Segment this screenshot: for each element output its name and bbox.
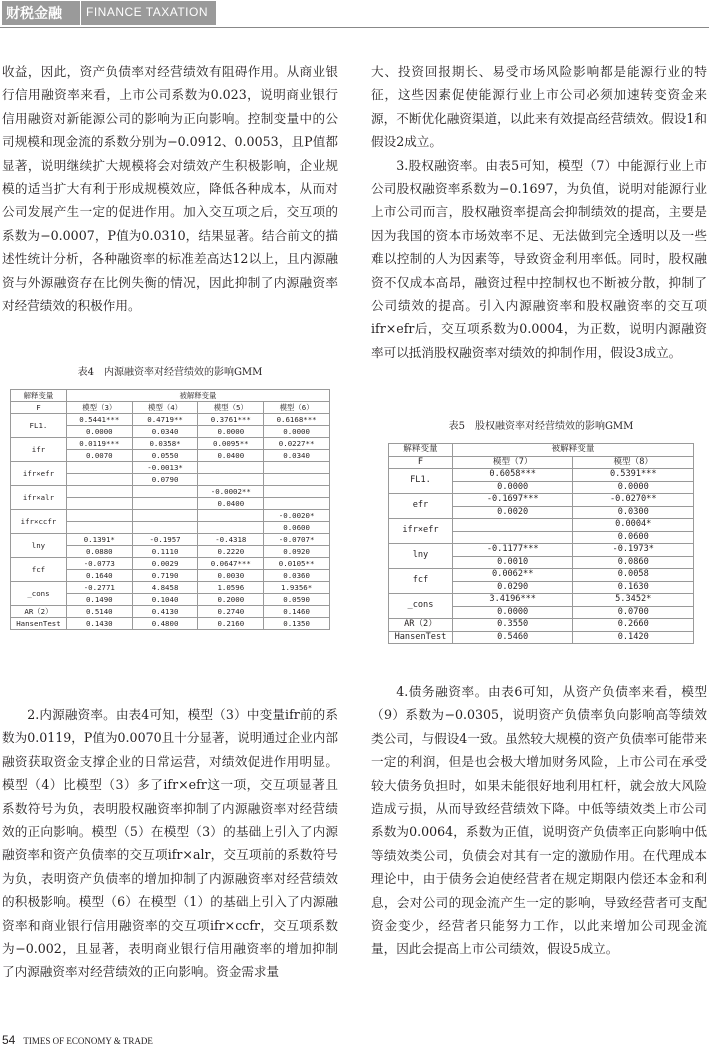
table-cell: 0.0062**: [452, 569, 573, 582]
table-cell: [198, 522, 264, 534]
table-cell: 0.0360: [264, 570, 330, 582]
table-cell: 0.0340: [264, 450, 330, 462]
table-header-row: [389, 456, 694, 469]
table5: [388, 443, 694, 644]
row-label: _cons: [389, 594, 453, 619]
table-row: [389, 569, 694, 582]
header-cell: 模型（7）: [452, 456, 573, 469]
header-cell: 模型（4）: [132, 402, 198, 414]
table-cell: 0.0290: [452, 581, 573, 594]
table-cell: 1.0596: [198, 582, 264, 594]
table-cell: [66, 522, 132, 534]
left-column-bottom: [2, 703, 338, 984]
table-cell: 0.0000: [66, 426, 132, 438]
table-cell: [66, 510, 132, 522]
table-cell: [132, 510, 198, 522]
table-cell: 0.0000: [452, 606, 573, 619]
table-row: [389, 631, 694, 644]
section-title-en: FINANCE TAXATION: [86, 5, 209, 19]
table-cell: 0.0070: [66, 450, 132, 462]
table-cell: 0.0000: [198, 426, 264, 438]
table-cell: -0.1957: [132, 534, 198, 546]
table-cell: [66, 462, 132, 474]
table-cell: -0.2771: [66, 582, 132, 594]
row-label: ifr: [11, 438, 67, 462]
table-cell: [66, 474, 132, 486]
paragraph: 收益，因此，资产负债率对经营绩效有阻碍作用。从商业银行信用融资率来看，上市公司系数为0.023，说明商业银行信用融资对新能源公司的影响为正向影响。控制变量中的公司规模和现金流的系数分别为−0.0912、0.0053，且P值都显著，说明继续扩大规模将会对绩效产生积极影响，企业规模的适当扩大有利于形成规模效应，降低各种成本，从而对公司发展产生一定的促进作用。加入交互项之后，交互项的系数为−0.0007，P值为0.0310，结果显著。结合前文的描述性统计分析，各种融资率的标准差高达12以上，且内源融资与外源融资存在比例失衡的情况，因此抑制了内源融资率对经营绩效的积极作用。: [2, 64, 338, 314]
table-cell: -0.0707*: [264, 534, 330, 546]
right-column-top: [371, 60, 707, 364]
header-cell: 解释变量: [389, 444, 453, 457]
page-header: [0, 0, 709, 28]
table-cell: 0.3550: [452, 619, 573, 632]
table-cell: 0.2220: [198, 546, 264, 558]
row-label: AR（2）: [11, 606, 67, 618]
table-row: [11, 582, 330, 594]
table-cell: 0.0600: [573, 531, 694, 544]
paragraph: 3.股权融资率。由表5可知，模型（7）中能源行业上市公司股权融资率系数为−0.1697，为负值，说明对能源行业上市公司而言，股权融资率提高会抑制绩效的提高，主要是因为我国的资本市场效率不足、无法做到完全透明以及一些难以控制的人为因素等，导致资金利用率低。同时，股权融资不仅成本高昂，融资过程中控制权也不断被分散，抑制了公司绩效的提高。引入内源融资率和股权融资率的交互项ifr×efr后，交互项系数为0.0004，为正数，说明内源融资率可以抵消股权融资率对绩效的抑制作用，假设3成立。: [371, 157, 707, 360]
header-cell: 模型（5）: [198, 402, 264, 414]
table-cell: [132, 522, 198, 534]
table-cell: -0.4318: [198, 534, 264, 546]
table-cell: 0.4800: [132, 618, 198, 630]
table-cell: 0.0550: [132, 450, 198, 462]
table-cell: 0.0400: [198, 498, 264, 510]
table-row: [389, 519, 694, 532]
table-cell: 0.0000: [452, 481, 573, 494]
table-cell: 0.0000: [573, 481, 694, 494]
table-cell: 0.1420: [573, 631, 694, 644]
table-cell: 0.0119***: [66, 438, 132, 450]
header-cell: 被解释变量: [66, 390, 329, 402]
row-label: fcf: [11, 558, 67, 582]
left-column-top: [2, 60, 338, 317]
table5-block: [388, 420, 694, 644]
table-cell: 0.0000: [264, 426, 330, 438]
row-label: efr: [389, 494, 453, 519]
header-cell: 模型（6）: [264, 402, 330, 414]
table-cell: 0.1350: [264, 618, 330, 630]
table4: [10, 389, 330, 630]
table-cell: 0.1490: [66, 594, 132, 606]
table-row: [11, 618, 330, 630]
table-cell: 0.5391***: [573, 469, 694, 482]
table-cell: -0.0270**: [573, 494, 694, 507]
journal-name: TIMES OF ECONOMY & TRADE: [23, 1036, 153, 1046]
paragraph: 大、投资回报期长、易受市场风险影响都是能源行业的特征，这些因素促使能源行业上市公司必须加速转变资金来源，不断优化融资渠道，以此来有效提高经营绩效。假设1和假设2成立。: [371, 64, 707, 150]
header-cell: 模型（3）: [66, 402, 132, 414]
table-cell: 0.5441***: [66, 414, 132, 426]
table-cell: 0.2000: [198, 594, 264, 606]
table-cell: 0.4130: [132, 606, 198, 618]
row-label: ifr×alr: [11, 486, 67, 510]
table-cell: 0.1630: [573, 581, 694, 594]
header-cell: 模型（8）: [573, 456, 694, 469]
page-number: 54: [2, 1033, 16, 1047]
table-cell: 0.4719**: [132, 414, 198, 426]
table-row: [11, 438, 330, 450]
table-cell: 4.8458: [132, 582, 198, 594]
table-cell: 0.0105**: [264, 558, 330, 570]
table-cell: [452, 531, 573, 544]
table-cell: [452, 519, 573, 532]
table-cell: -0.1973*: [573, 544, 694, 557]
table-cell: 0.2740: [198, 606, 264, 618]
table-cell: 0.0300: [573, 506, 694, 519]
table-cell: 0.7190: [132, 570, 198, 582]
table-row: [11, 510, 330, 522]
paragraph: 4.债务融资率。由表6可知，从资产负债率来看，模型（9）系数为−0.0305，说明资产负债率负向影响高等绩效类公司，与假设4一致。虽然较大规模的资产负债率可能带来一定的利润，但是也会极大增加财务风险，上市公司在承受较大债务负担时，如果未能很好地利用杠杆，就会放大风险造成亏损，从而导致经营绩效下降。中低等绩效类上市公司系数为0.0064，系数为正值，说明资产负债率正向影响中低等绩效类公司，负债会对其有一定的激励作用。在代理成本理论中，由于债务会迫使经营者在规定期限内偿还本金和利息，会对公司的现金流产生一定的影响，导致经营者可支配资金变少，经营者只能努力工作，以此来增加公司现金流量，因此会提高上市公司绩效，假设5成立。: [371, 684, 707, 957]
table-row: [389, 469, 694, 482]
table-cell: 0.5140: [66, 606, 132, 618]
table-cell: 0.0058: [573, 569, 694, 582]
row-label: fcf: [389, 569, 453, 594]
row-label: HansenTest: [389, 631, 453, 644]
table-cell: 0.0095**: [198, 438, 264, 450]
table-cell: 5.3452*: [573, 594, 694, 607]
table-cell: 0.0020: [452, 506, 573, 519]
row-label: ifr×ccfr: [11, 510, 67, 534]
table-cell: 0.0029: [132, 558, 198, 570]
page-footer: [2, 1033, 153, 1047]
header-cell: F: [11, 402, 67, 414]
paragraph: 2.内源融资率。由表4可知，模型（3）中变量ifr前的系数为0.0119，P值为0.0070且十分显著，说明通过企业内部融资获取资金支撑企业的日常运营，对绩效促进作用明显。模型（4）比模型（3）多了ifr×efr这一项，交互项显著且系数符号为负，表明股权融资率抑制了内源融资率对经营绩效的正向影响。模型（5）在模型（3）的基础上引入了内源融资率和资产负债率的交互项ifr×alr，交互项前的系数符号为负，表明资产负债率的增加抑制了内源融资率对经营绩效的积极影响。模型（6）在模型（1）的基础上引入了内源融资率和商业银行信用融资率的交互项ifr×ccfr，交互项系数为−0.002，且显著，表明商业银行信用融资率的增加抑制了内源融资率对经营绩效的正向影响。资金需求量: [2, 707, 338, 980]
table-row: [389, 544, 694, 557]
table-cell: 0.0600: [264, 522, 330, 534]
section-title-cn: 财税金融: [6, 6, 62, 22]
table5-caption: 表5 股权融资率对经营绩效的影响GMM: [448, 421, 634, 432]
table-cell: 0.0920: [264, 546, 330, 558]
table-cell: 0.6168***: [264, 414, 330, 426]
right-column-bottom: [371, 680, 707, 961]
table-cell: 3.4196***: [452, 594, 573, 607]
row-label: FL1.: [11, 414, 67, 438]
row-label: _cons: [11, 582, 67, 606]
table-row: [11, 486, 330, 498]
table-cell: [198, 510, 264, 522]
table-cell: 0.1110: [132, 546, 198, 558]
table-cell: 0.2160: [198, 618, 264, 630]
table-cell: 0.0647***: [198, 558, 264, 570]
table-row: [11, 558, 330, 570]
table-cell: 0.0004*: [573, 519, 694, 532]
table-cell: 0.3761***: [198, 414, 264, 426]
table-cell: 0.0790: [132, 474, 198, 486]
table-cell: 0.0010: [452, 556, 573, 569]
table-cell: [132, 498, 198, 510]
table-cell: 0.1391*: [66, 534, 132, 546]
table-cell: [198, 474, 264, 486]
table-row: [11, 462, 330, 474]
table-row: [389, 594, 694, 607]
table-cell: [198, 462, 264, 474]
table-cell: 0.0880: [66, 546, 132, 558]
table-cell: -0.0020*: [264, 510, 330, 522]
table-cell: -0.1177***: [452, 544, 573, 557]
table-cell: -0.0002**: [198, 486, 264, 498]
table-cell: -0.0773: [66, 558, 132, 570]
table-cell: 0.0590: [264, 594, 330, 606]
row-label: AR（2）: [389, 619, 453, 632]
table-cell: 0.1640: [66, 570, 132, 582]
table-cell: 0.5460: [452, 631, 573, 644]
table4-block: [10, 366, 330, 630]
table-cell: [264, 474, 330, 486]
table-cell: 0.0227**: [264, 438, 330, 450]
table-cell: 0.0400: [198, 450, 264, 462]
table-cell: 0.0860: [573, 556, 694, 569]
table-cell: 0.0030: [198, 570, 264, 582]
row-label: ifr×efr: [11, 462, 67, 486]
table-row: [11, 606, 330, 618]
table-header-row: [389, 444, 694, 457]
table-header-row: [11, 402, 330, 414]
table4-caption: 表4 内源融资率对经营绩效的影响GMM: [77, 367, 263, 378]
table-cell: -0.1697***: [452, 494, 573, 507]
table-row: [389, 619, 694, 632]
table-row: [11, 534, 330, 546]
table-cell: 0.0340: [132, 426, 198, 438]
row-label: FL1.: [389, 469, 453, 494]
table-cell: [264, 462, 330, 474]
table-cell: 0.2660: [573, 619, 694, 632]
table-cell: [132, 486, 198, 498]
row-label: ifr×efr: [389, 519, 453, 544]
table-cell: 0.0358*: [132, 438, 198, 450]
header-cell: 解释变量: [11, 390, 67, 402]
table-cell: [264, 486, 330, 498]
table-cell: 1.9356*: [264, 582, 330, 594]
header-cell: F: [389, 456, 453, 469]
table-cell: 0.0700: [573, 606, 694, 619]
row-label: HansenTest: [11, 618, 67, 630]
table-cell: [264, 498, 330, 510]
table-header-row: [11, 390, 330, 402]
table-cell: 0.1430: [66, 618, 132, 630]
table-cell: [66, 486, 132, 498]
table-cell: 0.1460: [264, 606, 330, 618]
table-cell: 0.6058***: [452, 469, 573, 482]
row-label: lny: [11, 534, 67, 558]
table-row: [389, 494, 694, 507]
header-cell: 被解释变量: [452, 444, 693, 457]
table-cell: 0.1040: [132, 594, 198, 606]
header-divider: [80, 1, 81, 25]
table-row: [11, 414, 330, 426]
row-label: lny: [389, 544, 453, 569]
table-cell: [66, 498, 132, 510]
table-cell: -0.0013*: [132, 462, 198, 474]
